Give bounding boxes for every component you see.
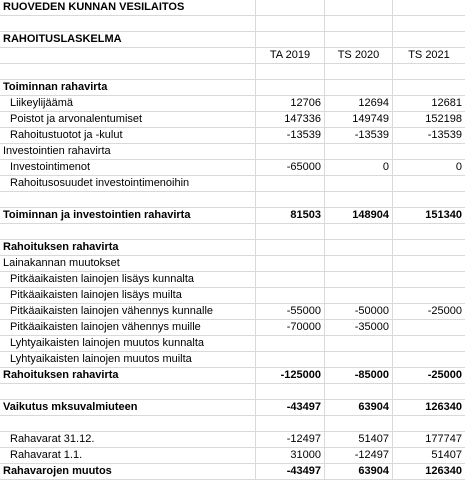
row-label[interactable]: Rahavarojen muutos	[0, 464, 256, 479]
empty-cell[interactable]	[0, 416, 256, 431]
empty-cell[interactable]	[393, 80, 465, 95]
empty-cell[interactable]	[393, 224, 465, 239]
empty-cell[interactable]	[0, 16, 256, 31]
table-row	[0, 336, 465, 352]
value-cell[interactable]: 0	[455, 161, 462, 173]
table-row	[0, 368, 465, 384]
table-row	[0, 128, 465, 144]
value-cell[interactable]: -55000	[256, 304, 325, 319]
table-row	[0, 352, 465, 368]
row-label[interactable]: Lyhtyaikaisten lainojen muutos muilta	[0, 352, 256, 367]
empty-cell[interactable]	[256, 352, 325, 367]
value-cell[interactable]: 0	[325, 160, 393, 175]
empty-cell[interactable]	[0, 48, 256, 63]
empty-cell[interactable]	[325, 32, 393, 47]
column-header-row	[0, 48, 465, 64]
empty-cell[interactable]	[325, 176, 393, 191]
table-row	[0, 208, 465, 224]
empty-cell[interactable]	[393, 176, 465, 191]
row-label[interactable]: Rahoituksen rahavirta	[0, 368, 256, 383]
value-cell[interactable]: -12497	[256, 432, 325, 447]
empty-cell[interactable]	[256, 144, 325, 159]
value-cell[interactable]: 126340	[425, 465, 462, 477]
empty-cell[interactable]	[325, 192, 393, 207]
value-cell[interactable]: -25000	[427, 305, 462, 317]
spacer-row	[0, 64, 465, 80]
empty-cell[interactable]	[393, 64, 465, 79]
value-cell[interactable]: -50000	[325, 304, 393, 319]
empty-cell[interactable]	[393, 16, 465, 31]
empty-cell[interactable]	[325, 416, 393, 431]
value-cell[interactable]: -13539	[325, 128, 393, 143]
value-cell[interactable]: -13539	[256, 128, 325, 143]
empty-cell[interactable]	[325, 224, 393, 239]
row-label[interactable]: Investointimenot	[0, 160, 256, 175]
empty-cell[interactable]	[393, 256, 465, 271]
empty-cell[interactable]	[256, 64, 325, 79]
empty-cell[interactable]	[256, 288, 325, 303]
empty-cell[interactable]	[325, 0, 393, 15]
empty-cell[interactable]	[256, 16, 325, 31]
empty-cell[interactable]	[0, 64, 256, 79]
empty-cell[interactable]	[256, 272, 325, 287]
row-label[interactable]: Vaikutus mksuvalmiuteen	[0, 400, 256, 415]
empty-cell[interactable]	[393, 192, 465, 207]
empty-cell[interactable]	[256, 256, 325, 271]
empty-cell[interactable]	[256, 0, 325, 15]
empty-cell[interactable]	[256, 384, 325, 399]
column-header-ts-2020[interactable]: TS 2020	[325, 48, 393, 63]
empty-cell[interactable]	[393, 32, 465, 47]
table-row	[0, 320, 465, 336]
table-row	[0, 448, 465, 464]
empty-cell[interactable]	[325, 240, 393, 255]
value-cell[interactable]: 81503	[256, 208, 325, 223]
value-cell[interactable]: 12694	[325, 96, 393, 111]
empty-cell[interactable]	[325, 64, 393, 79]
value-cell[interactable]: -35000	[325, 320, 393, 335]
value-cell[interactable]: 12706	[256, 96, 325, 111]
empty-cell[interactable]	[393, 240, 465, 255]
table-row	[0, 112, 465, 128]
value-cell[interactable]: 148904	[325, 208, 393, 223]
row-label[interactable]: Rahoituksen rahavirta	[0, 240, 256, 255]
row-label[interactable]: Rahoitusosuudet investointimenoihin	[0, 176, 256, 191]
table-row	[0, 464, 465, 480]
row-label[interactable]: Toiminnan rahavirta	[0, 80, 256, 95]
table-row	[0, 256, 465, 272]
empty-cell[interactable]	[325, 144, 393, 159]
spacer-row	[0, 416, 465, 432]
empty-cell[interactable]	[325, 384, 393, 399]
empty-cell[interactable]	[393, 416, 465, 431]
empty-cell[interactable]	[393, 288, 465, 303]
row-label[interactable]: Lainakannan muutokset	[0, 256, 256, 271]
table-row	[0, 80, 465, 96]
table-row	[0, 144, 465, 160]
row-label[interactable]: Pitkäaikaisten lainojen lisäys muilta	[0, 288, 256, 303]
value-cell[interactable]: -43497	[256, 400, 325, 415]
value-cell[interactable]: 63904	[325, 400, 393, 415]
row-label[interactable]: Rahavarat 1.1.	[0, 448, 256, 463]
value-cell[interactable]: -43497	[256, 464, 325, 479]
empty-cell[interactable]	[393, 336, 465, 351]
empty-cell[interactable]	[325, 352, 393, 367]
spacer-row	[0, 384, 465, 400]
value-cell[interactable]: 151340	[425, 209, 462, 221]
empty-cell[interactable]	[393, 384, 465, 399]
empty-cell[interactable]	[393, 144, 465, 159]
title-row	[0, 0, 465, 16]
table-row	[0, 176, 465, 192]
empty-cell[interactable]	[393, 0, 465, 15]
spacer-row	[0, 224, 465, 240]
empty-cell[interactable]	[325, 272, 393, 287]
value-cell[interactable]: -13539	[427, 129, 462, 141]
value-cell[interactable]: -85000	[325, 368, 393, 383]
table-row	[0, 96, 465, 112]
table-row	[0, 304, 465, 320]
empty-cell[interactable]	[325, 256, 393, 271]
value-cell[interactable]: -65000	[256, 160, 325, 175]
empty-cell[interactable]	[256, 192, 325, 207]
value-cell[interactable]: -125000	[256, 368, 325, 383]
value-cell[interactable]: -70000	[256, 320, 325, 335]
table-row	[0, 160, 465, 176]
column-header-ts-2021[interactable]: TS 2021	[408, 49, 450, 61]
sheet-title[interactable]: RUOVEDEN KUNNAN VESILAITOS	[0, 0, 256, 15]
value-cell[interactable]: 152198	[425, 113, 462, 125]
empty-cell[interactable]	[393, 352, 465, 367]
empty-cell[interactable]	[325, 288, 393, 303]
spacer-row	[0, 192, 465, 208]
table-row	[0, 432, 465, 448]
value-cell[interactable]: -12497	[325, 448, 393, 463]
empty-cell[interactable]	[325, 80, 393, 95]
row-label[interactable]: Rahoitustuotot ja -kulut	[0, 128, 256, 143]
empty-cell[interactable]	[256, 80, 325, 95]
value-cell[interactable]: 126340	[425, 401, 462, 413]
value-cell[interactable]: 31000	[256, 448, 325, 463]
empty-cell[interactable]	[256, 416, 325, 431]
empty-cell[interactable]	[393, 320, 465, 335]
column-header-ta-2019[interactable]: TA 2019	[256, 48, 325, 63]
table-row	[0, 240, 465, 256]
empty-cell[interactable]	[256, 336, 325, 351]
sheet-subtitle[interactable]: RAHOITUSLASKELMA	[0, 32, 256, 47]
row-label[interactable]: Toiminnan ja investointien rahavirta	[0, 208, 256, 223]
empty-cell[interactable]	[325, 16, 393, 31]
empty-cell[interactable]	[256, 240, 325, 255]
empty-cell[interactable]	[393, 272, 465, 287]
row-label[interactable]: Rahavarat 31.12.	[0, 432, 256, 447]
row-label[interactable]: Liikeylijäämä	[0, 96, 256, 111]
value-cell[interactable]: 51407	[325, 432, 393, 447]
value-cell[interactable]: 63904	[325, 464, 393, 479]
row-label[interactable]: Lyhtyaikaisten lainojen muutos kunnalta	[0, 336, 256, 351]
table-row	[0, 272, 465, 288]
subtitle-row	[0, 32, 465, 48]
table-row	[0, 400, 465, 416]
value-cell[interactable]: 177747	[425, 433, 462, 445]
empty-cell[interactable]	[0, 192, 256, 207]
empty-cell[interactable]	[325, 336, 393, 351]
value-cell[interactable]: 147336	[256, 112, 325, 127]
empty-cell[interactable]	[256, 224, 325, 239]
empty-cell[interactable]	[0, 224, 256, 239]
empty-cell[interactable]	[0, 384, 256, 399]
empty-cell[interactable]	[256, 176, 325, 191]
value-cell[interactable]: 12681	[431, 97, 462, 109]
value-cell[interactable]: 51407	[431, 449, 462, 461]
row-label[interactable]: Pitkäaikaisten lainojen lisäys kunnalta	[0, 272, 256, 287]
row-label[interactable]: Poistot ja arvonalentumiset	[0, 112, 256, 127]
row-label[interactable]: Pitkäaikaisten lainojen vähennys muille	[0, 320, 256, 335]
table-row	[0, 288, 465, 304]
row-label[interactable]: Pitkäaikaisten lainojen vähennys kunnalle	[0, 304, 256, 319]
value-cell[interactable]: -25000	[427, 369, 462, 381]
value-cell[interactable]: 149749	[325, 112, 393, 127]
spacer-row	[0, 16, 465, 32]
empty-cell[interactable]	[256, 32, 325, 47]
row-label[interactable]: Investointien rahavirta	[0, 144, 256, 159]
